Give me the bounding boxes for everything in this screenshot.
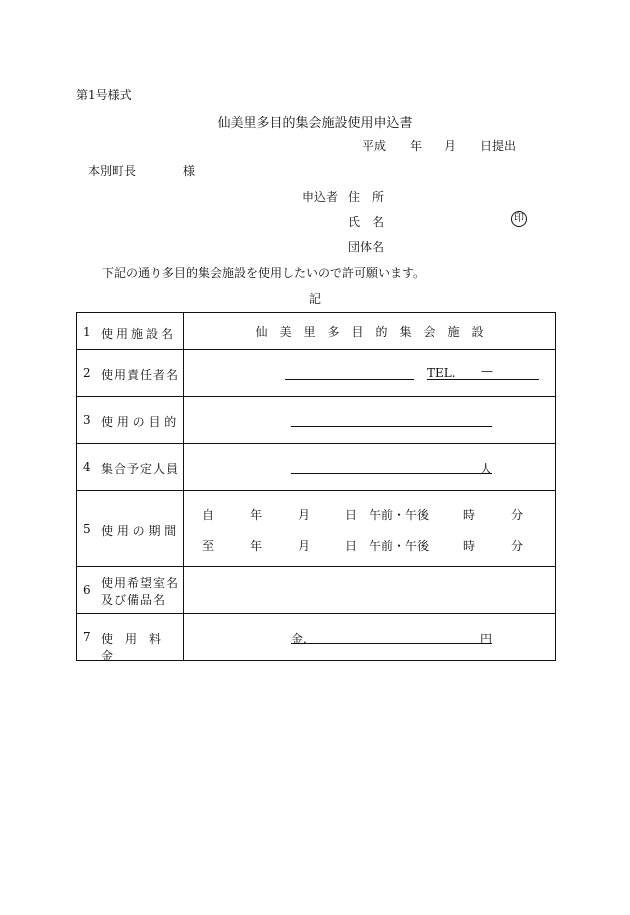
table-row <box>77 567 556 614</box>
table-row <box>77 491 556 567</box>
row-label-cell <box>77 444 184 491</box>
row-number: 3 <box>83 413 91 427</box>
from-year: 年 <box>250 508 263 522</box>
period-from: 自 <box>202 508 215 522</box>
room-equipment-cell[interactable] <box>184 567 556 614</box>
date-day: 日提出 <box>480 139 517 153</box>
row-label: 使用責任者名 <box>101 368 180 382</box>
addressee-name: 本別町長 <box>88 164 137 178</box>
date-month: 月 <box>444 139 457 153</box>
row-number: 5 <box>83 522 91 536</box>
row-label-line1: 使用希望室名 <box>101 576 180 590</box>
period-cell[interactable] <box>184 491 556 567</box>
to-hour: 時 <box>463 539 476 553</box>
row-label-cell <box>77 614 184 661</box>
to-ampm: 午前・午後 <box>369 539 430 553</box>
tel-label: TEL. <box>427 366 456 380</box>
to-minute: 分 <box>511 539 524 553</box>
row-label-cell <box>77 567 184 614</box>
period-to: 至 <box>202 539 215 553</box>
to-year: 年 <box>250 539 263 553</box>
row-label-line2: 及び備品名 <box>101 593 167 607</box>
form-number: 第1号様式 <box>76 88 132 102</box>
applicant-name-label: 氏 名 <box>348 215 385 229</box>
ki-heading: 記 <box>308 292 321 306</box>
application-table <box>76 312 556 661</box>
tel-dash: — <box>481 364 493 378</box>
row-label: 使用施設名 <box>101 327 177 341</box>
row-number: 2 <box>83 366 91 380</box>
request-text: 下記の通り多目的集会施設を使用したいので許可願います。 <box>102 266 426 280</box>
fee-kin: 金. <box>291 632 307 646</box>
fee-cell[interactable] <box>184 614 556 661</box>
row-label-cell <box>77 313 184 350</box>
unit-person: 人 <box>480 462 493 476</box>
from-day: 日 <box>345 508 358 522</box>
from-ampm: 午前・午後 <box>369 508 430 522</box>
date-year: 年 <box>410 139 423 153</box>
table-row <box>77 397 556 444</box>
row-label: 使 用 の 期 間 <box>101 524 177 538</box>
responsible-person-cell[interactable] <box>184 350 556 397</box>
applicant-address-label: 住 所 <box>348 190 385 204</box>
from-month: 月 <box>298 508 311 522</box>
table-row <box>77 444 556 491</box>
fee-yen: 円 <box>480 632 493 646</box>
from-hour: 時 <box>463 508 476 522</box>
to-month: 月 <box>298 539 311 553</box>
table-row <box>77 313 556 350</box>
to-day: 日 <box>345 539 358 553</box>
purpose-underline <box>291 426 492 427</box>
document-title: 仙美里多目的集会施設使用申込書 <box>217 116 413 131</box>
row-number: 1 <box>83 325 91 339</box>
applicant-group-label: 団体名 <box>348 240 385 254</box>
row-number: 6 <box>83 583 91 597</box>
row-label-cell <box>77 491 184 567</box>
applicant-label: 申込者 <box>302 190 339 204</box>
fee-underline <box>291 643 492 644</box>
attendees-underline <box>291 473 492 474</box>
row-label-cell <box>77 397 184 444</box>
table-row <box>77 614 556 661</box>
seal-mark: 印 <box>511 211 527 227</box>
row-number: 7 <box>83 630 91 644</box>
facility-name-cell <box>184 313 556 350</box>
row-label-cell <box>77 350 184 397</box>
row-label: 使 用 の 目 的 <box>101 415 177 429</box>
row-number: 4 <box>83 460 91 474</box>
row-label: 集合予定人員 <box>101 462 180 476</box>
date-era: 平成 <box>362 139 387 153</box>
addressee-honorific: 様 <box>183 164 196 178</box>
table-row <box>77 350 556 397</box>
facility-name: 仙 美 里 多 目 的 集 会 施 設 <box>255 324 484 339</box>
purpose-cell[interactable] <box>184 397 556 444</box>
attendees-cell[interactable] <box>184 444 556 491</box>
row-label: 使 用 料 金 <box>101 632 174 663</box>
tel-underline <box>427 379 539 380</box>
from-minute: 分 <box>511 508 524 522</box>
name-underline <box>285 379 414 380</box>
